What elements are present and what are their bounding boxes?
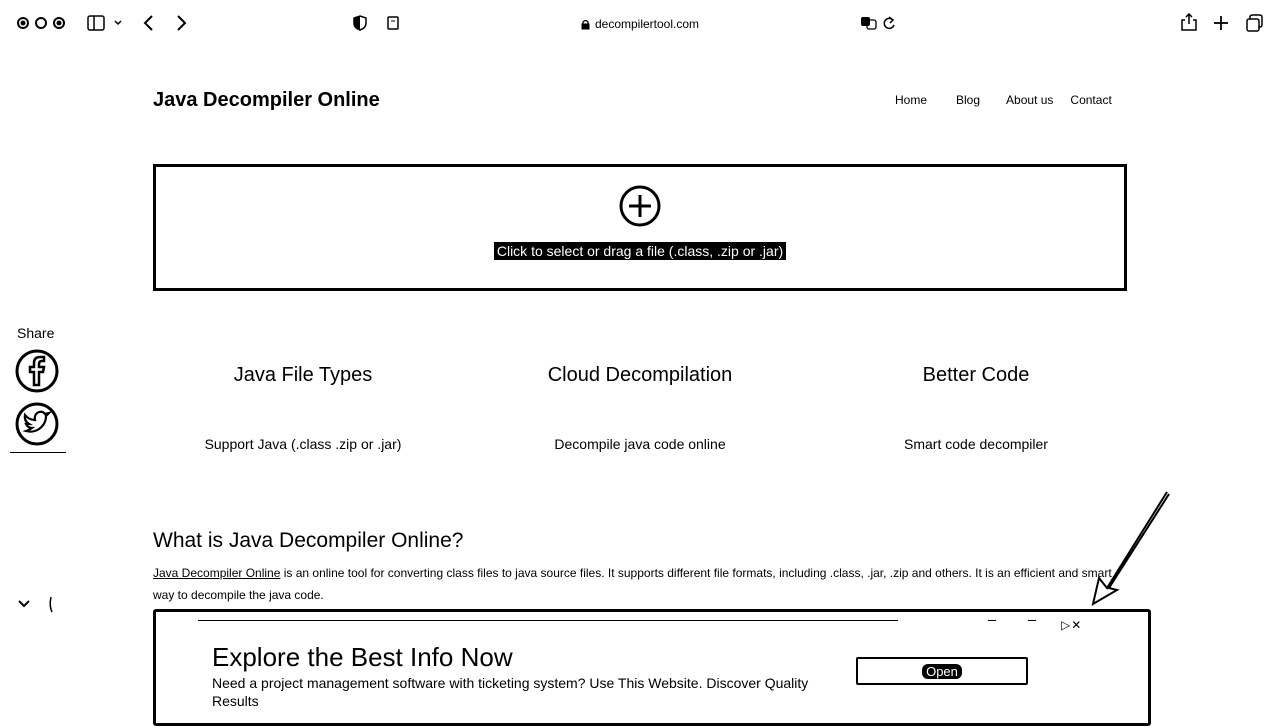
feature-java-file-types [153, 364, 453, 452]
nav-home[interactable]: Home [895, 93, 928, 107]
feature-cloud-decompilation [490, 364, 790, 452]
ad-headline[interactable]: Explore the Best Info Now [212, 642, 513, 672]
ad-open-button[interactable]: Open [856, 657, 1028, 685]
ad-choices[interactable] [1061, 618, 1082, 632]
feature-title: Java File Types [233, 364, 373, 386]
feature-title: Better Code [922, 364, 1030, 386]
dropzone-label: Click to select or drag a file (.class, .zip or .jar) [156, 243, 1124, 259]
tab-overview-icon[interactable] [1246, 14, 1264, 32]
forward-icon[interactable] [174, 14, 188, 32]
ad-top-dash [1028, 620, 1036, 621]
main-nav [895, 93, 1112, 107]
nav-blog[interactable]: Blog [956, 93, 981, 107]
add-file-icon[interactable] [619, 185, 661, 227]
address-bar[interactable] [540, 14, 740, 34]
feature-desc: Decompile java code online [554, 436, 726, 452]
feature-better-code [826, 364, 1126, 452]
window-controls[interactable] [17, 17, 67, 29]
about-link[interactable]: Java Decompiler Online [153, 566, 281, 580]
share-label: Share [17, 325, 55, 341]
new-tab-icon[interactable] [1213, 15, 1229, 31]
feature-title: Cloud Decompilation [547, 364, 733, 386]
file-dropzone[interactable] [153, 164, 1127, 291]
reload-icon[interactable] [882, 15, 896, 31]
feature-desc: Smart code decompiler [904, 436, 1048, 452]
site-title[interactable]: Java Decompiler Online [153, 89, 380, 111]
privacy-shield-icon[interactable] [353, 15, 367, 31]
ad-body: Need a project management software with ticketing system? Use This Website. Discover Quality Results [212, 675, 809, 709]
ad-top-dash [988, 620, 996, 621]
twitter-icon[interactable] [15, 402, 59, 446]
back-icon[interactable] [142, 14, 156, 32]
about-text [153, 562, 1113, 606]
ad-info-icon[interactable]: ▷ [1061, 618, 1072, 632]
ad-close-icon[interactable]: ✕ [1071, 618, 1083, 632]
lock-icon [581, 19, 590, 30]
nav-contact[interactable]: Contact [1070, 93, 1112, 107]
annotation-arrow [1085, 490, 1175, 610]
url-text: decompilertool.com [594, 17, 700, 31]
reader-icon[interactable] [387, 16, 399, 30]
about-body: is an online tool for converting class files to java source files. It supports different file formats, including .class, .jar, .zip and others. It is an efficient and smart way to decompile the java code. [153, 566, 1112, 602]
facebook-icon[interactable] [15, 349, 59, 393]
ad-top-rule [198, 620, 898, 621]
about-heading: What is Java Decompiler Online? [153, 529, 464, 552]
feature-desc: Support Java (.class .zip or .jar) [204, 436, 402, 452]
translate-icon[interactable] [860, 16, 878, 30]
share-sheet-icon[interactable] [1181, 13, 1197, 31]
share-divider [10, 452, 66, 453]
chevron-down-icon[interactable] [14, 596, 58, 616]
sidebar-icon[interactable] [87, 15, 127, 31]
nav-about-us[interactable]: About us [1006, 93, 1054, 107]
ad-banner[interactable] [153, 609, 1151, 726]
browser-toolbar [0, 0, 1280, 46]
